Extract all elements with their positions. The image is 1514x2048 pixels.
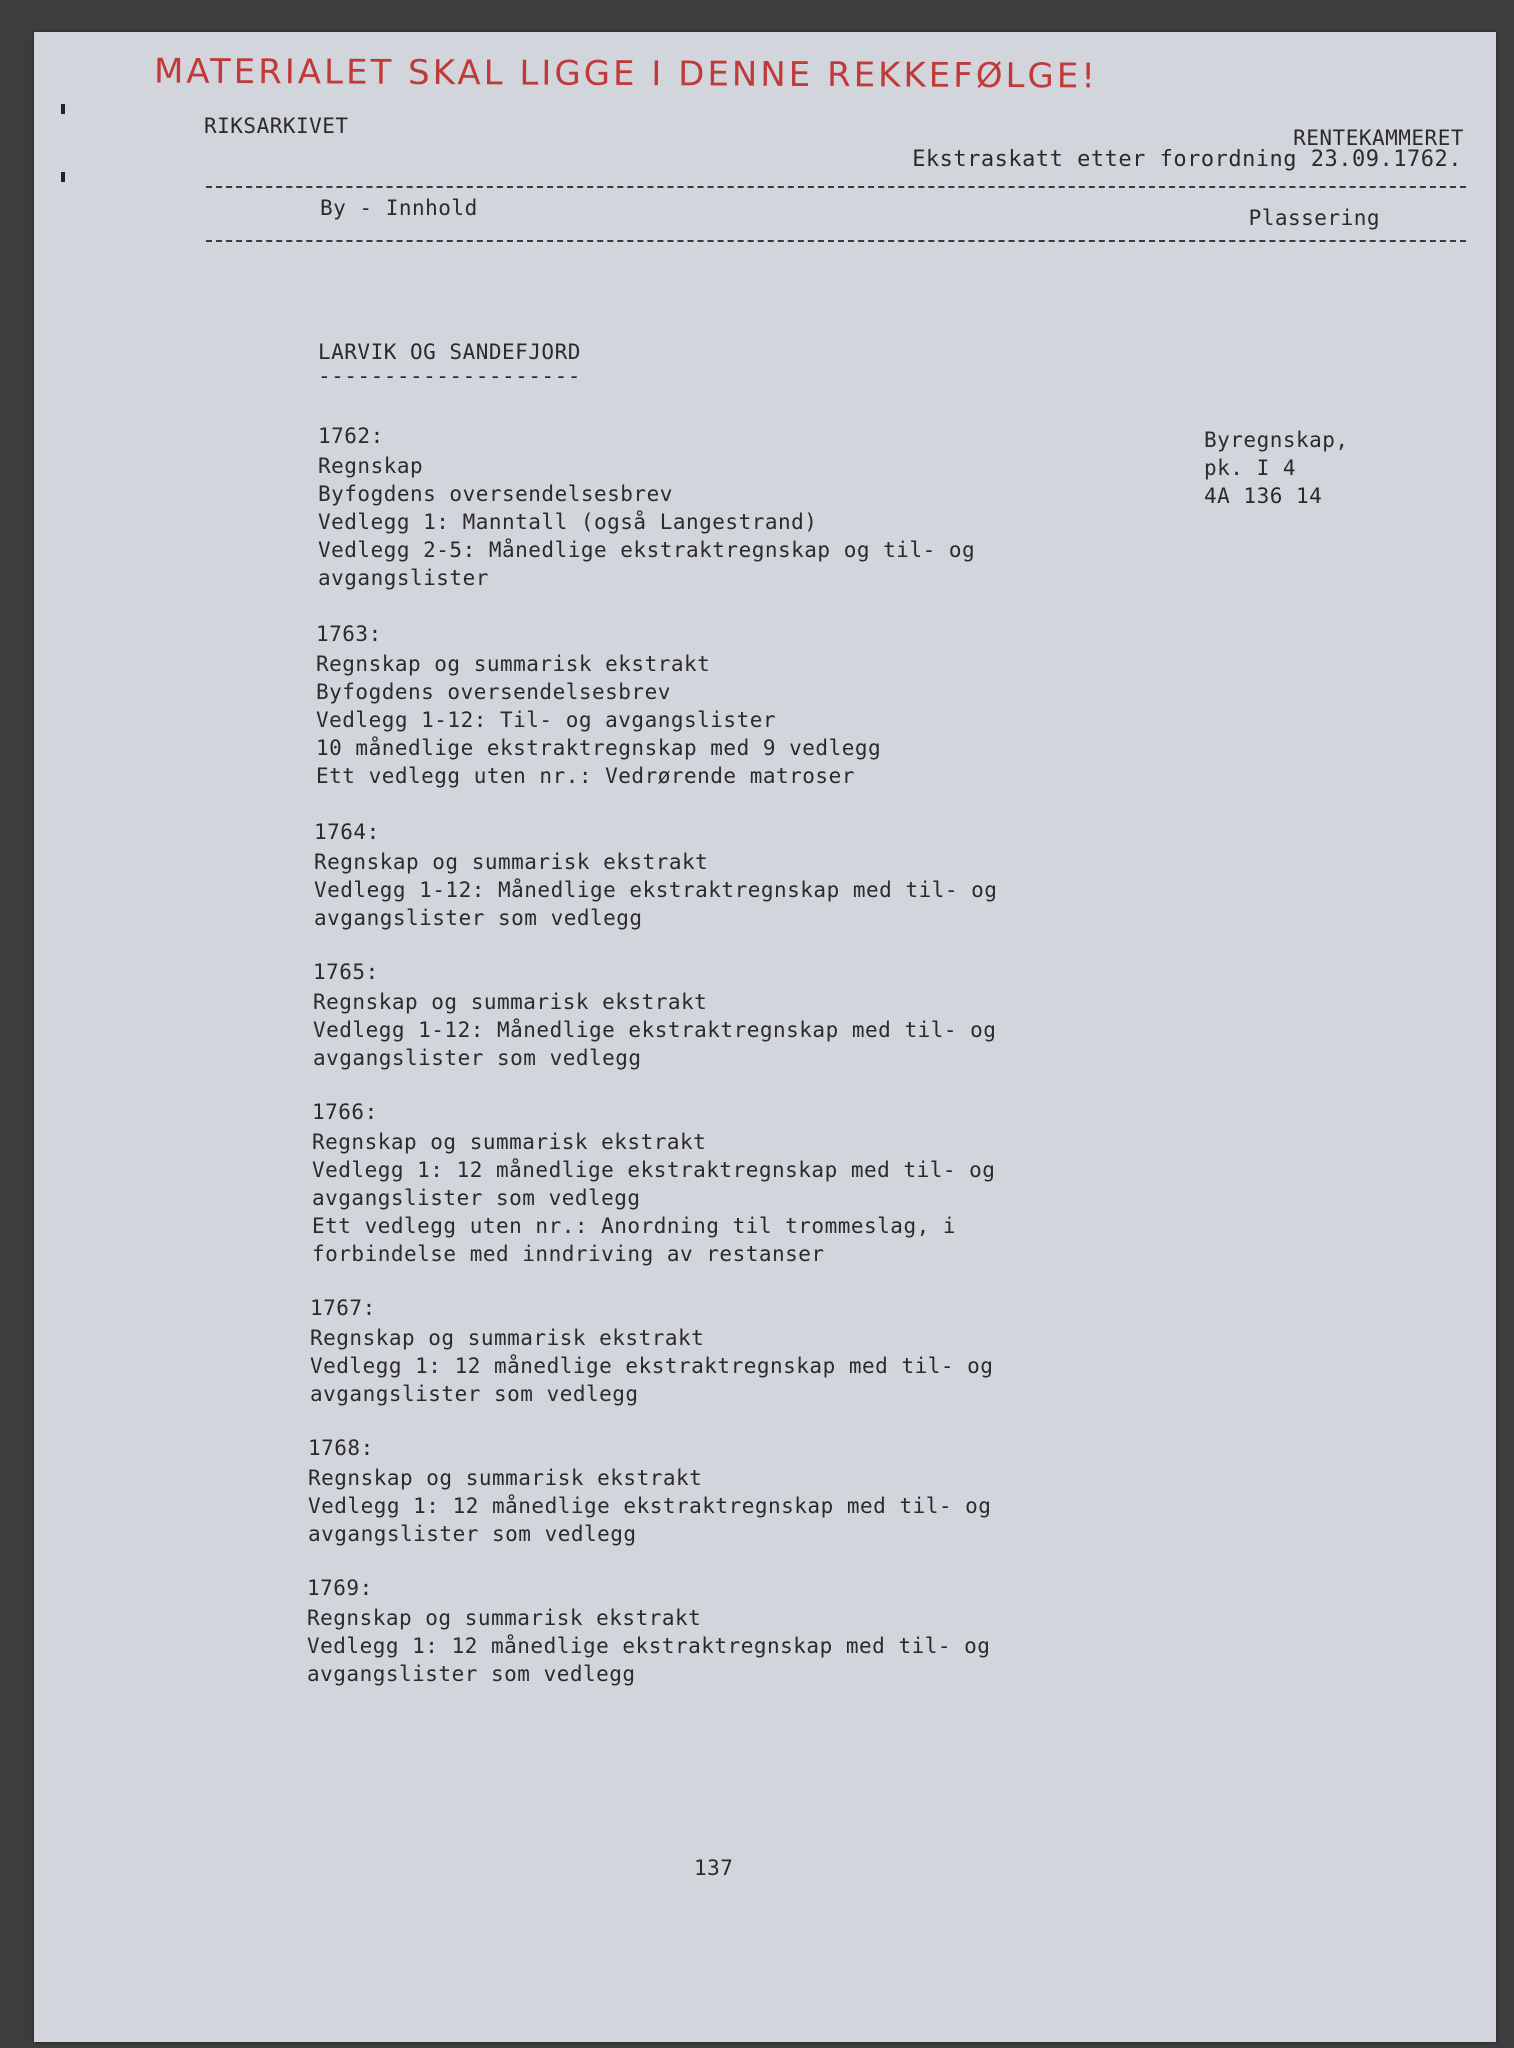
year-section-1768: [308, 1434, 991, 1548]
section-line: Vedlegg 1: 12 månedlige ekstraktregnskap med til- og: [312, 1158, 996, 1182]
divider-top: [206, 186, 1466, 188]
year-section-1765: [313, 958, 996, 1072]
section-line: Regnskap og summarisk ekstrakt: [310, 1326, 705, 1350]
section-year: 1762:: [318, 424, 384, 448]
section-line: avgangslister: [318, 566, 489, 590]
section-line: Vedlegg 1: 12 månedlige ekstraktregnskap med til- og: [307, 1634, 991, 1658]
column-header-contents: By - Innhold: [320, 196, 478, 220]
header-archive-name: RIKSARKIVET: [204, 114, 349, 138]
section-line: Vedlegg 2-5: Månedlige ekstraktregnskap og til- og: [318, 538, 976, 562]
section-line: Vedlegg 1: Manntall (også Langestrand): [318, 510, 818, 534]
section-line: avgangslister som vedlegg: [307, 1662, 636, 1686]
year-section-1764: [314, 818, 997, 932]
column-header-placement: Plassering: [1248, 206, 1380, 230]
section-line: avgangslister som vedlegg: [310, 1382, 639, 1406]
section-line: 10 månedlige ekstraktregnskap med 9 vedlegg: [316, 736, 882, 760]
section-line: Ett vedlegg uten nr.: Anordning til trommeslag, i: [312, 1214, 957, 1238]
section-year: 1768:: [308, 1436, 374, 1460]
year-section-1769: [307, 1574, 990, 1688]
section-line: Regnskap og summarisk ekstrakt: [312, 1130, 707, 1154]
placement-block: [1204, 426, 1349, 510]
city-title: LARVIK OG SANDEFJORD: [318, 340, 581, 364]
section-year: 1767:: [310, 1296, 376, 1320]
section-line: Vedlegg 1-12: Månedlige ekstraktregnskap med til- og: [313, 1018, 997, 1042]
header-collection-title: RENTEKAMMERET: [1293, 126, 1464, 150]
section-line: Vedlegg 1-12: Månedlige ekstraktregnskap med til- og: [314, 878, 998, 902]
section-line: forbindelse med inndriving av restanser: [312, 1242, 825, 1266]
section-line: Vedlegg 1: 12 månedlige ekstraktregnskap med til- og: [308, 1494, 992, 1518]
binding-mark: [61, 172, 65, 182]
placement-line: 4A 136 14: [1204, 484, 1323, 508]
section-line: avgangslister som vedlegg: [312, 1186, 641, 1210]
header-collection-subtitle: Ekstraskatt etter forordning 23.09.1762.: [912, 147, 1462, 172]
section-line: Byfogdens oversendelsesbrev: [316, 680, 671, 704]
handwritten-note: MATERIALET SKAL LIGGE I DENNE REKKEFØLGE!: [153, 51, 1099, 97]
section-line: Regnskap: [318, 454, 424, 478]
divider-bottom: [206, 240, 1466, 242]
section-year: 1764:: [314, 820, 380, 844]
section-year: 1769:: [307, 1576, 373, 1600]
section-line: Regnskap og summarisk ekstrakt: [316, 652, 711, 676]
document-page: [34, 32, 1496, 2042]
placement-line: Byregnskap,: [1204, 428, 1349, 452]
section-line: avgangslister som vedlegg: [314, 906, 643, 930]
section-year: 1766:: [312, 1100, 378, 1124]
city-title-underline: --------------------: [318, 364, 581, 388]
year-section-1767: [310, 1294, 993, 1408]
year-section-1763: [316, 620, 881, 790]
section-line: Ett vedlegg uten nr.: Vedrørende matroser: [316, 764, 855, 788]
section-line: Regnskap og summarisk ekstrakt: [313, 990, 708, 1014]
section-line: Vedlegg 1-12: Til- og avgangslister: [316, 708, 777, 732]
section-line: avgangslister som vedlegg: [313, 1046, 642, 1070]
section-line: Regnskap og summarisk ekstrakt: [308, 1466, 703, 1490]
section-year: 1765:: [313, 960, 379, 984]
page-number: 137: [694, 1856, 734, 1880]
section-line: Regnskap og summarisk ekstrakt: [307, 1606, 702, 1630]
section-year: 1763:: [316, 622, 382, 646]
section-line: Byfogdens oversendelsesbrev: [318, 482, 673, 506]
section-line: avgangslister som vedlegg: [308, 1522, 637, 1546]
year-section-1762: [318, 422, 975, 592]
section-line: Regnskap og summarisk ekstrakt: [314, 850, 709, 874]
binding-mark: [61, 104, 65, 114]
section-line: Vedlegg 1: 12 månedlige ekstraktregnskap med til- og: [310, 1354, 994, 1378]
year-section-1766: [312, 1098, 995, 1268]
placement-line: pk. I 4: [1204, 456, 1297, 480]
